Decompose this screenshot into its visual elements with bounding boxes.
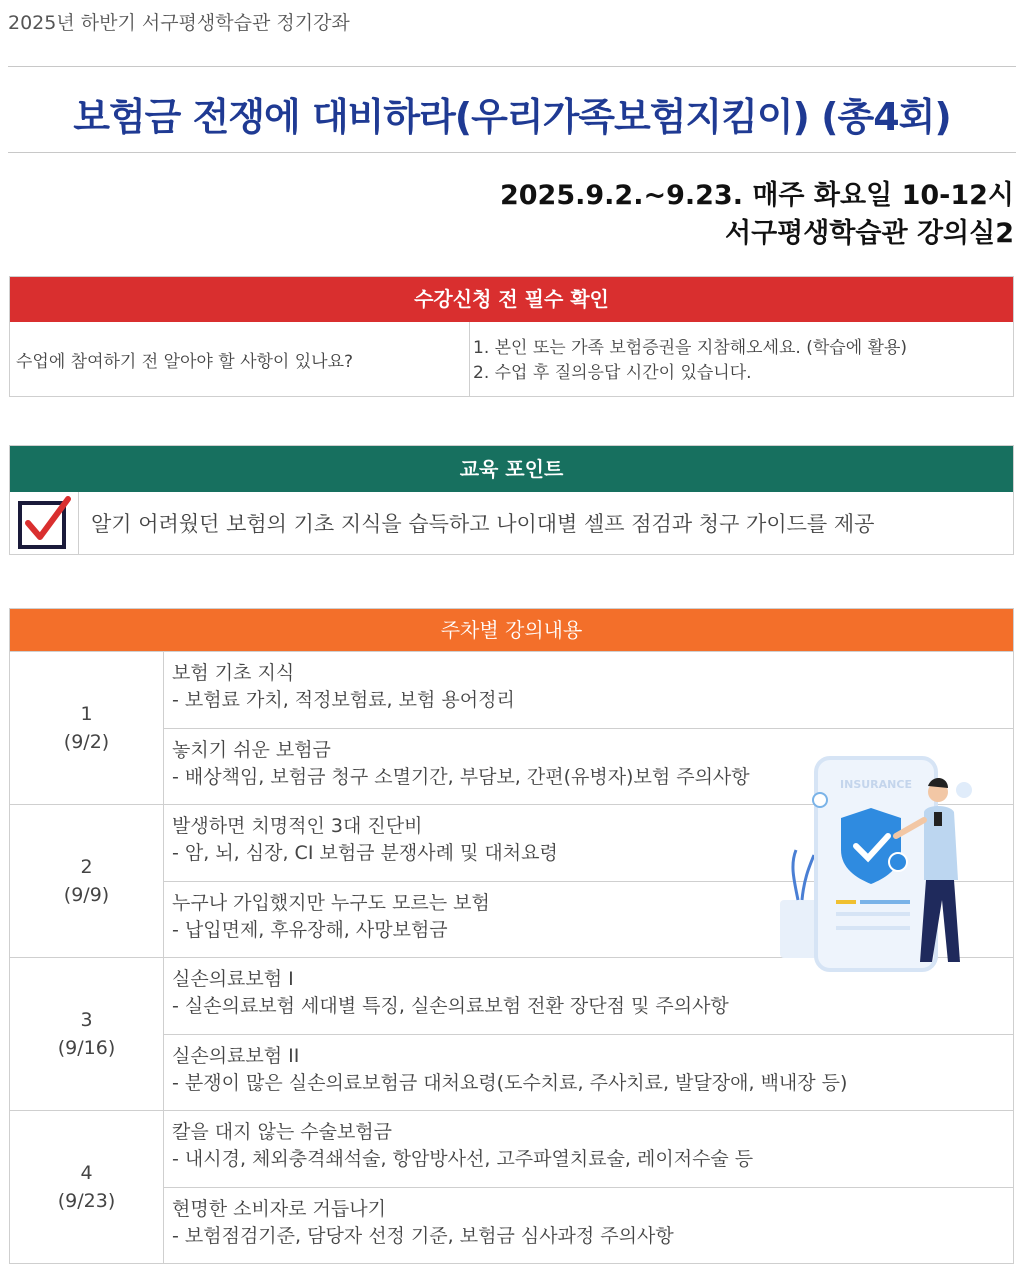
- divider: [8, 66, 1016, 67]
- lecture-description: - 암, 뇌, 심장, CI 보험금 분쟁사례 및 대처요령: [172, 842, 558, 864]
- week-number-cell: [10, 1111, 164, 1263]
- lecture-description: - 내시경, 체외충격쇄석술, 항암방사선, 고주파열치료술, 레이저수술 등: [172, 1148, 754, 1170]
- week-date: (9/2): [63, 731, 110, 753]
- education-heading: 교육 포인트: [10, 446, 1013, 492]
- lecture-description: - 실손의료보험 세대별 특징, 실손의료보험 전환 장단점 및 주의사항: [172, 995, 729, 1017]
- checkbox-check-icon: [10, 492, 79, 554]
- schedule-block: [500, 177, 1014, 253]
- lecture-item: [164, 1111, 1013, 1187]
- week-number-cell: [10, 652, 164, 804]
- lecture-description: - 배상책임, 보험금 청구 소멸기간, 부담보, 간편(유병자)보험 주의사항: [172, 766, 750, 788]
- notice-question: 수업에 참여하기 전 알아야 할 사항이 있나요?: [10, 322, 470, 396]
- education-box: [9, 445, 1014, 555]
- week-lectures: [164, 958, 1013, 1110]
- notice-box: [9, 276, 1014, 397]
- lecture-title: 현명한 소비자로 거듭나기: [172, 1198, 386, 1220]
- schedule-location: 서구평생학습관 강의실2: [724, 218, 1014, 249]
- notice-answers: [470, 322, 1013, 396]
- lecture-title: 발생하면 치명적인 3대 진단비: [172, 815, 423, 837]
- education-point: 알기 어려웠던 보험의 기초 지식을 습득하고 나이대별 셀프 점검과 청구 가이드를 제공: [91, 512, 875, 536]
- week-date: (9/23): [57, 1190, 116, 1212]
- notice-body: [10, 322, 1013, 396]
- week-date: (9/16): [57, 1037, 116, 1059]
- lecture-title: 칼을 대지 않는 수술보험금: [172, 1121, 393, 1143]
- insurance-illustration: [776, 750, 986, 980]
- notice-answer: 1. 본인 또는 가족 보험증권을 지참해오세요. (학습에 활용): [473, 338, 907, 358]
- week-number: 3: [80, 1009, 93, 1031]
- lecture-description: - 납입면제, 후유장해, 사망보험금: [172, 919, 448, 941]
- lecture-title: 실손의료보험 II: [172, 1045, 300, 1067]
- lecture-title: 누구나 가입했지만 누구도 모르는 보험: [172, 892, 490, 914]
- course-series-label: 2025년 하반기 서구평생학습관 정기강좌: [8, 12, 350, 34]
- divider: [8, 152, 1016, 153]
- week-row: [10, 1110, 1013, 1263]
- education-body: [10, 492, 1013, 554]
- week-number: 2: [80, 856, 93, 878]
- lecture-item: [164, 1034, 1013, 1110]
- week-number-cell: [10, 958, 164, 1110]
- lecture-item: [164, 1187, 1013, 1263]
- lecture-description: - 보험료 가치, 적정보험료, 보험 용어정리: [172, 689, 515, 711]
- notice-answer: 2. 수업 후 질의응답 시간이 있습니다.: [473, 363, 752, 383]
- page-title: 보험금 전쟁에 대비하라(우리가족보험지킴이) (총4회): [73, 95, 951, 139]
- lecture-title: 실손의료보험 I: [172, 968, 294, 990]
- week-date: (9/9): [63, 884, 110, 906]
- illustration-label: INSURANCE: [840, 778, 912, 791]
- week-number: 4: [80, 1162, 93, 1184]
- lecture-description: - 보험점검기준, 담당자 선정 기준, 보험금 심사과정 주의사항: [172, 1225, 674, 1247]
- lecture-description: - 분쟁이 많은 실손의료보험금 대처요령(도수치료, 주사치료, 발달장애, 백내장 등): [172, 1072, 848, 1094]
- week-number-cell: [10, 805, 164, 957]
- notice-heading: 수강신청 전 필수 확인: [10, 277, 1013, 322]
- schedule-date: 2025.9.2.~9.23. 매주 화요일 10-12시: [499, 180, 1014, 211]
- lecture-title: 보험 기초 지식: [172, 662, 295, 684]
- lecture-item: [164, 652, 1013, 728]
- week-lectures: [164, 1111, 1013, 1263]
- week-number: 1: [80, 703, 93, 725]
- weekly-heading: 주차별 강의내용: [10, 609, 1013, 651]
- lecture-title: 놓치기 쉬운 보험금: [172, 739, 331, 761]
